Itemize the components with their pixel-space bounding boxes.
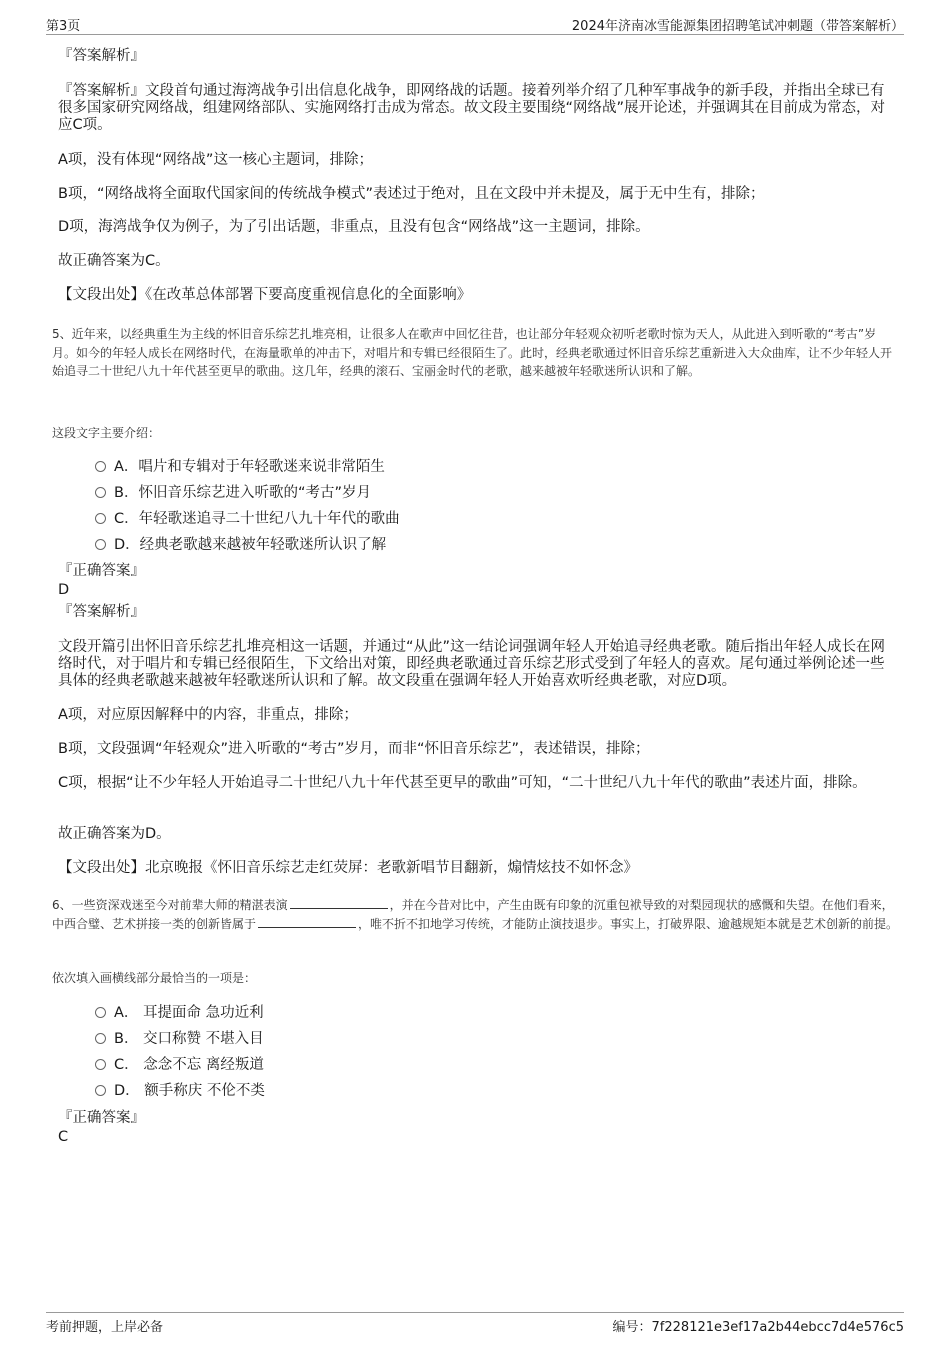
q4-analysis-text: 『答案解析』文段首句通过海湾战争引出信息化战争，即网络战的话题。接着列举介绍了几种军事战争的新手段，并指出全球已有很多国家研究网络战，组建网络部队、实施网络打击成为常态。故文段主要围绕“网络战”展开论述，并强调其在目前成为常态，对应C项。 — [58, 83, 886, 133]
q5-analysis-text: 文段开篇引出怀旧音乐综艺扎堆亮相这一话题，并通过“从此”这一结论词强调年轻人开始追寻经典老歌。随后指出年轻人成长在网络时代，对于唱片和专辑已经很陌生，下文给出对策，即经典老歌通过音乐综艺形式受到了年轻人的喜欢。尾句通过举例论述一些具体的经典老歌越来越被年轻歌迷所认识和了解。故文段重在强调年轻人开始喜欢听经典老歌，对应D项。 — [58, 639, 886, 689]
q5-option-d[interactable]: D．经典老歌越来越被年轻歌迷所认识了解 — [95, 535, 386, 555]
q6-option-d[interactable]: D． 额手称庆 不伦不类 — [95, 1081, 265, 1101]
q5-option-a-analysis: A项，对应原因解释中的内容，非重点，排除； — [58, 707, 358, 723]
document-title: 2024年济南冰雪能源集团招聘笔试冲刺题（带答案解析） — [571, 19, 904, 34]
q6-option-c[interactable]: C． 念念不忘 离经叛道 — [95, 1055, 264, 1075]
q5-prompt: 这段文字主要介绍： — [52, 426, 161, 440]
q4-option-b-analysis: B项，“网络战将全面取代国家间的传统战争模式”表述过于绝对，且在文段中并未提及，属于无中生有，排除； — [58, 186, 765, 202]
radio-icon[interactable] — [95, 487, 106, 498]
q6-option-a[interactable]: A． 耳提面命 急功近利 — [95, 1003, 264, 1023]
fill-blank-2 — [258, 915, 356, 928]
q5-option-c-analysis: C项，根据“让不少年轻人开始追寻二十世纪八九十年代甚至更早的歌曲”可知，“二十世纪八九十年代的歌曲”表述片面，排除。 — [58, 775, 867, 791]
q4-conclusion: 故正确答案为C。 — [58, 253, 170, 269]
page-header — [46, 14, 904, 35]
q6-option-b[interactable]: B． 交口称赞 不堪入目 — [95, 1029, 264, 1049]
q5-conclusion: 故正确答案为D。 — [58, 826, 171, 842]
q5-option-a[interactable]: A．唱片和专辑对于年轻歌迷来说非常陌生 — [95, 457, 385, 477]
q4-option-a-analysis: A项，没有体现“网络战”这一核心主题词，排除； — [58, 152, 373, 168]
fill-blank-1 — [290, 896, 388, 909]
q5-option-b-analysis: B项，文段强调“年轻观众”进入听歌的“考古”岁月，而非“怀旧音乐综艺”，表述错误，排除； — [58, 741, 650, 757]
radio-icon[interactable] — [95, 1007, 106, 1018]
radio-icon[interactable] — [95, 1085, 106, 1096]
document-code: 编号：7f228121e3ef17a2b44ebcc7d4e576c5 — [612, 1320, 904, 1335]
q5-source: 【文段出处】北京晚报《怀旧音乐综艺走红荧屏：老歌新唱节目翻新，煽情炫技不如怀念》 — [58, 860, 638, 876]
radio-icon[interactable] — [95, 1059, 106, 1070]
q5-option-b[interactable]: B．怀旧音乐综艺进入听歌的“考古”岁月 — [95, 483, 371, 503]
radio-icon[interactable] — [95, 539, 106, 550]
q4-analysis-heading: 『答案解析』 — [58, 48, 145, 64]
q4-source: 【文段出处】《在改革总体部署下要高度重视信息化的全面影响》 — [58, 287, 472, 303]
q6-answer-heading: 『正确答案』 — [58, 1110, 145, 1126]
radio-icon[interactable] — [95, 513, 106, 524]
q4-option-d-analysis: D项，海湾战争仅为例子，为了引出话题，非重点，且没有包含“网络战”这一主题词，排除。 — [58, 219, 650, 235]
page-number: 第3页 — [46, 19, 81, 34]
q5-question-text: 5、近年来，以经典重生为主线的怀旧音乐综艺扎堆亮相，让很多人在歌声中回忆往昔，也让部分年轻观众初听老歌时惊为天人，从此进入到听歌的“考古”岁月。如今的年轻人成长在网络时代，在海量歌单的冲击下，对唱片和专辑已经很陌生了。此时，经典老歌通过怀旧音乐综艺重新进入大众曲库，让不少年轻人开始追寻二十世纪八九十年代甚至更早的歌曲。这几年，经典的滚石、宝丽金时代的老歌，越来越被年轻歌迷所认识和了解。 — [52, 327, 893, 378]
q5-answer: D — [58, 582, 70, 598]
q5-answer-heading: 『正确答案』 — [58, 563, 145, 579]
q6-answer: C — [58, 1129, 69, 1145]
q5-analysis-heading: 『答案解析』 — [58, 604, 145, 620]
radio-icon[interactable] — [95, 1033, 106, 1044]
q6-prompt: 依次填入画横线部分最恰当的一项是： — [52, 971, 257, 985]
radio-icon[interactable] — [95, 461, 106, 472]
footer-slogan: 考前押题，上岸必备 — [46, 1320, 164, 1335]
q6-question-text: 6、一些资深戏迷至今对前辈大师的精湛表演 ，并在今昔对比中，产生由既有印象的沉重包袱导致的对梨园现状的感慨和失望。在他们看来，中西合璧、艺术拼接一类的创新皆属于 ，唯不折不扣地学习传统，才能防止演技退步。事实上，打破界限、逾越规矩本就是艺术创新的前提。 — [52, 898, 899, 931]
page-footer — [46, 1312, 904, 1335]
q5-option-c[interactable]: C．年轻歌迷追寻二十世纪八九十年代的歌曲 — [95, 509, 400, 529]
